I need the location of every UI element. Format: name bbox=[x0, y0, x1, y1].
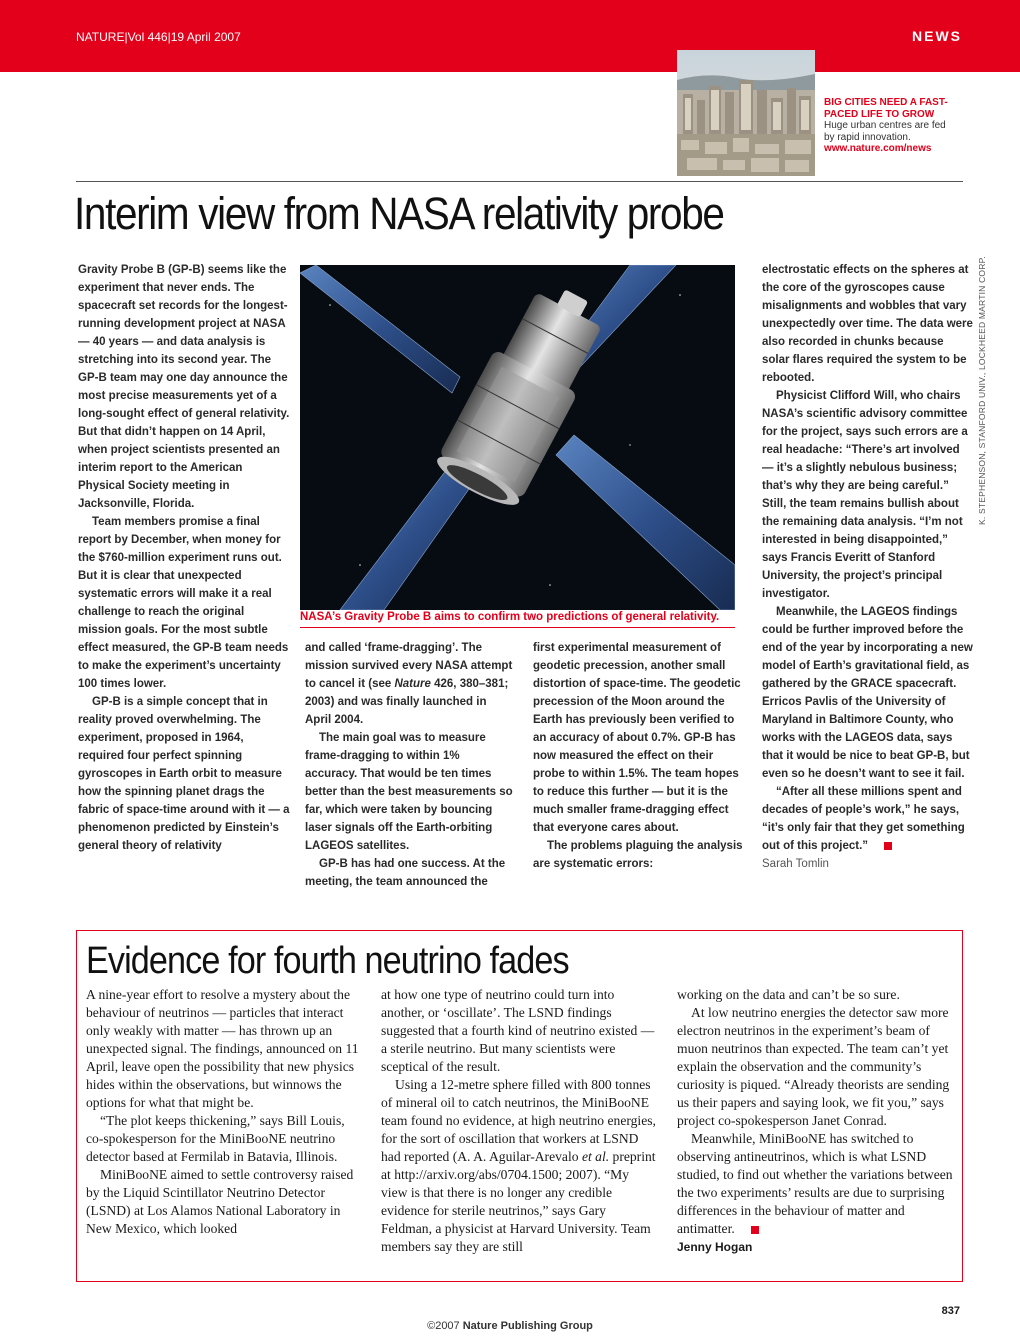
news-promo bbox=[824, 97, 964, 155]
paragraph: The problems plaguing the analysis are systematic errors: bbox=[533, 840, 743, 870]
page-number: 837 bbox=[941, 1305, 960, 1317]
issue-info: NATURE|Vol 446|19 April 2007 bbox=[76, 30, 241, 44]
paragraph: Meanwhile, the LAGEOS findings could be further improved before the end of the year by incorporating a new model of Earth’s gravitational field, as gathered by the GRACE spacecraft. Erricos Pavlis of the University of Maryland in Baltimore County, who works with the LAGEOS data, says that it would be nice to beat GP-B, but even so he doesn’t want to see it fail. bbox=[762, 606, 973, 780]
photo-caption: NASA’s Gravity Probe B aims to confirm two predictions of general relativity. bbox=[300, 611, 720, 623]
paragraph: “The plot keeps thickening,” says Bill Louis, co-spokesperson for the MiniBooNE neutrino detector based at Fermilab in Batavia, Illinois. bbox=[86, 1113, 345, 1164]
paragraph: Team members promise a final report by December, when money for the $760-million experiment runs out. But it is clear that unexpected systematic errors will make it a real challenge to reach the original mission goals. For the most subtle effect measured, the GP-B team needs to make the experiment’s uncertainty 100 times lower. bbox=[78, 516, 289, 690]
paragraph: MiniBooNE aimed to settle controversy raised by the Liquid Scintillator Neutrino Detector (LSND) at Los Alamos National Laboratory in New Mexico, which looked bbox=[86, 1167, 354, 1236]
article1-title: Interim view from NASA relativity probe bbox=[74, 188, 724, 239]
paragraph: Gravity Probe B (GP-B) seems like the experiment that never ends. The spacecraft set records for the longest-running development project at NASA — 40 years — and data analysis is stretching into its second year. The GP-B team may one day announce the most precise measurements yet of a long-sought effect of general relativity. But that didn’t happen on 14 April, when project scientists presented an interim report to the American Physical Society meeting in Jacksonville, Florida. bbox=[78, 264, 290, 510]
article1-column-2 bbox=[305, 639, 513, 891]
satellite-graphic bbox=[300, 265, 735, 610]
copyright-notice: ©2007 Nature Publishing Group bbox=[427, 1320, 593, 1332]
paragraph: first experimental measurement of geodetic precession, another small distortion of space-time. The geodetic precession of the Moon around the Earth has previously been verified to an accuracy of about 0.7%. GP-B has now measured the effect on their probe to within 1.5%. The team hopes to reduce this further — but it is the much smaller frame-dragging effect that everyone cares about. bbox=[533, 642, 741, 834]
header-divider bbox=[76, 181, 963, 182]
paragraph: Using a 12-metre sphere filled with 800 tonnes of mineral oil to catch neutrinos, the MiniBooNE team found no evidence, at high neutrino energies, for the sort of oscillation that workers at LSND had reported (A. A. Aguilar-Arevalo et al. preprint at http://arxiv.org/abs/0704.1500; 2007). “My view is that there is no longer any credible evidence for sterile neutrinos,” says Gary Feldman, a physicist at Harvard University. Team members say they are still bbox=[381, 1077, 656, 1254]
article2-column-3 bbox=[677, 986, 954, 1256]
article1-column-3 bbox=[533, 639, 745, 873]
paragraph: and called ‘frame-dragging’. The mission survived every NASA attempt to cancel it (see Nature 426, 380–381; 2003) and was finally launched in April 2004. bbox=[305, 642, 513, 726]
article2-column-1 bbox=[86, 986, 363, 1238]
header-bar bbox=[0, 0, 1020, 72]
article2-column-2 bbox=[381, 986, 658, 1256]
article1-column-4 bbox=[762, 261, 974, 873]
section-label: NEWS bbox=[912, 28, 962, 44]
paragraph: Physicist Clifford Will, who chairs NASA’s scientific advisory committee for the project, says such errors are a real headache: “There’s art involved — it’s a slightly nebulous business; that’s why they are being careful.” Still, the team remains bullish about the remaining data analysis. “I’m not interested in being disappointed,” says Francis Everitt of Stanford University, the project’s principal investigator. bbox=[762, 390, 968, 600]
gravity-probe-b-photo bbox=[300, 265, 735, 610]
paragraph: Meanwhile, MiniBooNE has switched to observing antineutrinos, which is what LSND studied, to find out whether the variations between the two experiments’ results are due to surprising differences in the behaviour of matter and antimatter. bbox=[677, 1131, 953, 1236]
promo-description: Huge urban centres are fed by rapid innovation. bbox=[824, 120, 946, 143]
byline: Sarah Tomlin bbox=[762, 858, 829, 870]
paragraph: at how one type of neutrino could turn into another, or ‘oscillate’. The LSND findings suggested that a fourth kind of neutrino existed — a sterile neutrino. But many scientists were sceptical of the result. bbox=[381, 987, 655, 1074]
paragraph: At low neutrino energies the detector saw more electron neutrinos in the experiment’s beam of muon neutrinos than expected. The team can’t yet explain the observation and the community’s curiosity is piqued. “Already theorists are sending us their papers and saying look, we fit you,” says project co-spokesperson Janet Conrad. bbox=[677, 1005, 950, 1128]
end-mark-icon bbox=[751, 1226, 759, 1234]
byline: Jenny Hogan bbox=[677, 1240, 753, 1254]
article1-column-1 bbox=[78, 261, 290, 855]
promo-headline[interactable]: BIG CITIES NEED A FAST- PACED LIFE TO GROW bbox=[824, 97, 948, 120]
photo-credit: K. STEPHENSON, STANFORD UNIV., LOCKHEED MARTIN CORP. bbox=[977, 256, 987, 525]
promo-link[interactable]: www.nature.com/news bbox=[824, 143, 932, 154]
paragraph: electrostatic effects on the spheres at the core of the gyroscopes cause misalignments and wobbles that vary unexpectedly over time. The data were also recorded in chunks because solar flares required the system to be rebooted. bbox=[762, 264, 973, 384]
city-skyline-image[interactable] bbox=[677, 50, 815, 176]
paragraph: “After all these millions spent and decades of people’s work,” he says, “it’s only fair that they get something out of this project.” bbox=[762, 786, 965, 852]
caption-rule bbox=[300, 627, 735, 628]
city-skyline-graphic bbox=[677, 50, 815, 176]
paragraph: The main goal was to measure frame-dragging to within 1% accuracy. That would be ten times better than the best measurements so far, which were taken by bouncing laser signals off the Earth-orbiting LAGEOS satellites. bbox=[305, 732, 513, 852]
paragraph: GP-B is a simple concept that in reality proved overwhelming. The experiment, proposed in 1964, required four perfect spinning gyroscopes in Earth orbit to measure how the spinning planet drags the fabric of space-time around with it — a phenomenon predicted by Einstein’s general theory of relativity bbox=[78, 696, 290, 852]
end-mark-icon bbox=[884, 842, 892, 850]
paragraph: working on the data and can’t be so sure. bbox=[677, 987, 900, 1002]
paragraph: A nine-year effort to resolve a mystery about the behaviour of neutrinos — particles that interact only weakly with matter — has thrown up an unexpected signal. The findings, announced on 11 April, leave open the possibility that new physics hides within the observations, but winnows the options for what that might be. bbox=[86, 987, 359, 1110]
article2-title: Evidence for fourth neutrino fades bbox=[86, 940, 569, 982]
paragraph: GP-B has had one success. At the meeting, the team announced the bbox=[305, 858, 506, 888]
